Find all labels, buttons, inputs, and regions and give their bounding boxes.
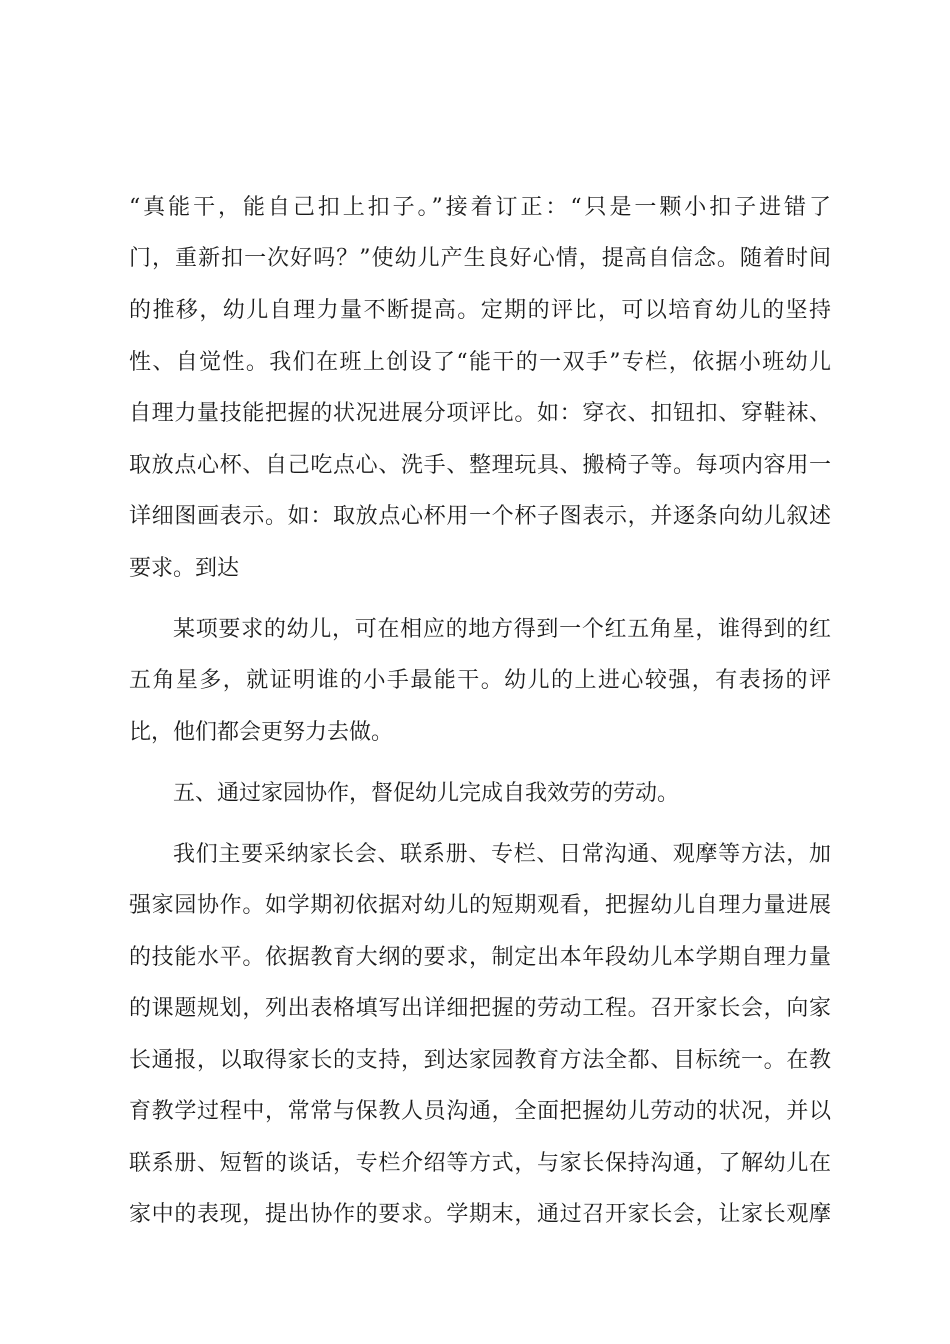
text-line: 育教学过程中，常常与保教人员沟通，全面把握幼儿劳动的状况，并以 [129,1099,831,1124]
text-line: 联系册、短暂的谈话，专栏介绍等方式，与家长保持沟通，了解幼儿在 [129,1151,831,1176]
text-line: 五角星多，就证明谁的小手最能干。幼儿的上进心较强，有表扬的评 [129,668,831,693]
text-line: 门，重新扣一次好吗？”使幼儿产生良好心情，提高自信念。随着时间 [129,246,831,271]
text-line: 取放点心杯、自己吃点心、洗手、整理玩具、搬椅子等。每项内容用一 [129,453,831,478]
text-line: 强家园协作。如学期初依据对幼儿的短期观看，把握幼儿自理力量进展 [129,893,831,918]
text-line: 的技能水平。依据教育大纲的要求，制定出本年段幼儿本学期自理力量 [129,945,831,970]
paragraph-first-line: 某项要求的幼儿，可在相应的地方得到一个红五角星，谁得到的红 [173,617,831,642]
paragraph-first-line: 我们主要采纳家长会、联系册、专栏、日常沟通、观摩等方法，加 [173,842,831,867]
text-line: 长通报，以取得家长的支持，到达家园教育方法全都、目标统一。在教 [129,1048,831,1073]
text-line: 家中的表现，提出协作的要求。学期末，通过召开家长会，让家长观摩 [129,1202,831,1227]
text-line: 自理力量技能把握的状况进展分项评比。如：穿衣、扣钮扣、穿鞋袜、 [129,401,831,426]
text-line: 比，他们都会更努力去做。 [129,720,394,745]
section-heading: 五、通过家园协作，督促幼儿完成自我效劳的劳动。 [173,781,680,806]
text-line: 的课题规划，列出表格填写出详细把握的劳动工程。召开家长会，向家 [129,996,831,1021]
text-line: “真能干，能自己扣上扣子。”接着订正：“只是一颗小扣子进错了 [129,195,831,220]
text-line: 详细图画表示。如：取放点心杯用一个杯子图表示，并逐条向幼儿叙述 [129,504,831,529]
text-line: 要求。到达 [129,556,240,581]
text-line: 性、自觉性。我们在班上创设了“能干的一双手”专栏，依据小班幼儿 [129,350,831,375]
text-line: 的推移，幼儿自理力量不断提高。定期的评比，可以培育幼儿的坚持 [129,298,831,323]
